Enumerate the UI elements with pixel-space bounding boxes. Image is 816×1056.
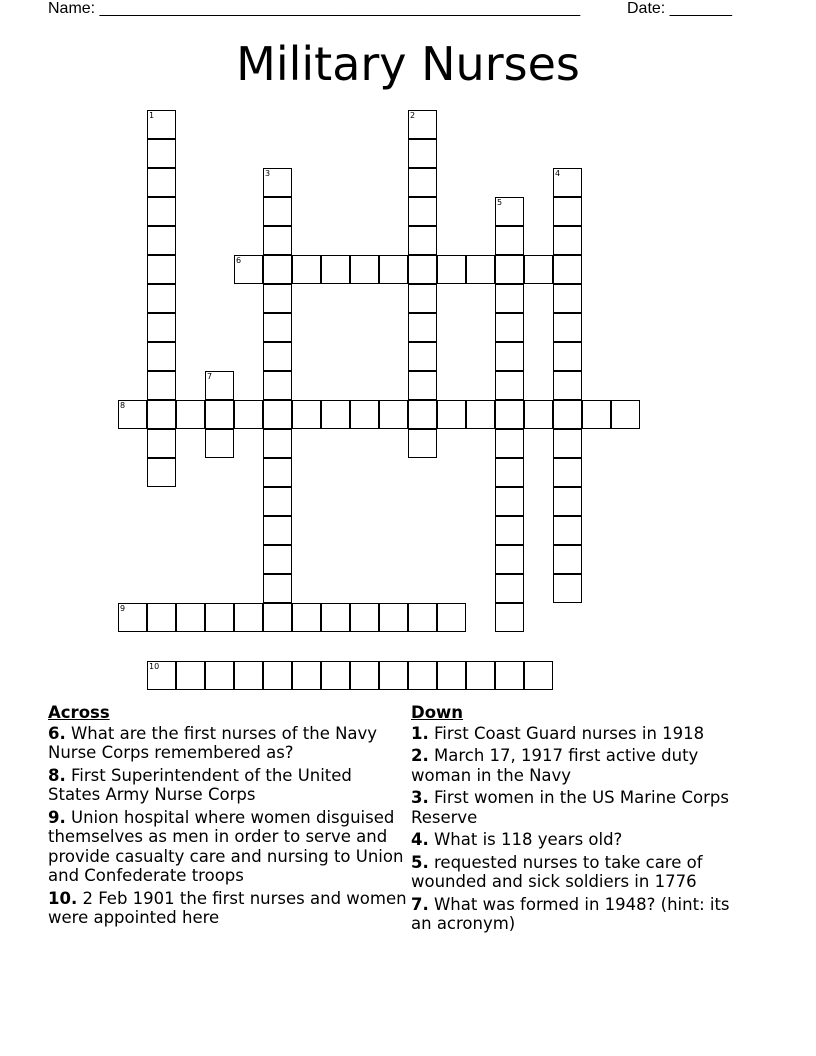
- clue-number: 7: [207, 372, 213, 381]
- grid-cell[interactable]: [263, 371, 292, 400]
- grid-cell[interactable]: [408, 342, 437, 371]
- date-field: Date: _______: [627, 0, 732, 17]
- down-clue: [411, 746, 741, 785]
- clue-number: 1.: [411, 723, 429, 743]
- grid-cell[interactable]: [466, 255, 495, 284]
- grid-cell[interactable]: [408, 400, 437, 429]
- grid-cell[interactable]: [263, 516, 292, 545]
- grid-cell[interactable]: [524, 661, 553, 690]
- grid-cell[interactable]: [263, 429, 292, 458]
- grid-cell[interactable]: [350, 603, 379, 632]
- grid-cell[interactable]: [205, 661, 234, 690]
- clue-text: What are the first nurses of the Navy Nurse Corps remembered as?: [48, 723, 378, 762]
- clue-number: 6: [236, 256, 242, 265]
- grid-cell[interactable]: [147, 168, 176, 197]
- grid-cell[interactable]: [147, 603, 176, 632]
- grid-cell[interactable]: [408, 284, 437, 313]
- grid-cell[interactable]: [321, 400, 350, 429]
- clue-number: 2.: [411, 746, 429, 765]
- puzzle-title: Military Nurses: [236, 37, 580, 91]
- grid-cell[interactable]: [379, 255, 408, 284]
- grid-cell[interactable]: [147, 313, 176, 342]
- across-clues: [48, 703, 408, 931]
- grid-cell[interactable]: [147, 458, 176, 487]
- grid-cell[interactable]: [408, 371, 437, 400]
- grid-cell[interactable]: [437, 400, 466, 429]
- grid-cell[interactable]: [147, 284, 176, 313]
- grid-cell[interactable]: [553, 516, 582, 545]
- grid-cell[interactable]: [234, 400, 263, 429]
- grid-cell[interactable]: [234, 603, 263, 632]
- grid-cell[interactable]: [495, 516, 524, 545]
- grid-cell[interactable]: [263, 574, 292, 603]
- grid-cell[interactable]: [379, 400, 408, 429]
- grid-cell[interactable]: [350, 661, 379, 690]
- grid-cell[interactable]: [553, 400, 582, 429]
- grid-cell[interactable]: [321, 255, 350, 284]
- grid-cell[interactable]: [553, 371, 582, 400]
- grid-cell[interactable]: [495, 342, 524, 371]
- grid-cell[interactable]: [263, 487, 292, 516]
- down-clue: [411, 788, 741, 827]
- grid-cell[interactable]: [147, 429, 176, 458]
- grid-cell[interactable]: [408, 168, 437, 197]
- grid-cell[interactable]: [437, 255, 466, 284]
- grid-cell[interactable]: [176, 661, 205, 690]
- clue-number: 5.: [411, 852, 429, 872]
- grid-cell[interactable]: [408, 661, 437, 690]
- grid-cell[interactable]: [495, 545, 524, 574]
- grid-cell[interactable]: [147, 139, 176, 168]
- grid-cell[interactable]: [292, 400, 321, 429]
- grid-cell[interactable]: [147, 255, 176, 284]
- grid-cell[interactable]: [176, 400, 205, 429]
- grid-cell[interactable]: [205, 603, 234, 632]
- grid-cell[interactable]: [553, 313, 582, 342]
- grid-cell[interactable]: [292, 661, 321, 690]
- grid-cell[interactable]: [553, 226, 582, 255]
- clue-text: 2 Feb 1901 the first nurses and women were appointed here: [48, 888, 407, 927]
- grid-cell[interactable]: [495, 371, 524, 400]
- grid-cell[interactable]: [524, 255, 553, 284]
- across-heading: Across: [48, 703, 110, 722]
- grid-cell[interactable]: [321, 603, 350, 632]
- grid-cell[interactable]: [263, 458, 292, 487]
- clue-number: 1: [149, 111, 155, 120]
- grid-cell[interactable]: [321, 661, 350, 690]
- down-clue: [411, 830, 741, 850]
- grid-cell[interactable]: [408, 226, 437, 255]
- grid-cell[interactable]: [408, 429, 437, 458]
- grid-cell[interactable]: [437, 661, 466, 690]
- grid-cell[interactable]: [147, 226, 176, 255]
- grid-cell[interactable]: [408, 603, 437, 632]
- grid-cell[interactable]: [263, 400, 292, 429]
- clue-number: 6.: [48, 723, 66, 743]
- grid-cell[interactable]: [263, 226, 292, 255]
- grid-cell[interactable]: [408, 139, 437, 168]
- grid-cell[interactable]: [553, 342, 582, 371]
- name-field: Name: ______________________________________________________: [48, 0, 581, 17]
- grid-cell[interactable]: [437, 603, 466, 632]
- grid-cell[interactable]: [553, 458, 582, 487]
- grid-cell[interactable]: [147, 371, 176, 400]
- grid-cell[interactable]: [495, 197, 524, 226]
- grid-cell[interactable]: [118, 603, 147, 632]
- grid-cell[interactable]: [263, 255, 292, 284]
- clue-number: 9.: [48, 807, 66, 827]
- grid-cell[interactable]: [495, 487, 524, 516]
- grid-cell[interactable]: [408, 255, 437, 284]
- grid-cell[interactable]: [147, 197, 176, 226]
- grid-cell[interactable]: [553, 197, 582, 226]
- clue-number: 10: [149, 662, 160, 671]
- grid-cell[interactable]: [495, 226, 524, 255]
- grid-cell[interactable]: [582, 400, 611, 429]
- clue-number: 9: [120, 604, 126, 613]
- across-clue: [48, 808, 408, 886]
- grid-cell[interactable]: [553, 487, 582, 516]
- grid-cell[interactable]: [350, 400, 379, 429]
- grid-cell[interactable]: [495, 255, 524, 284]
- grid-cell[interactable]: [553, 574, 582, 603]
- grid-cell[interactable]: [292, 603, 321, 632]
- grid-cell[interactable]: [176, 603, 205, 632]
- grid-cell[interactable]: [466, 661, 495, 690]
- grid-cell[interactable]: [263, 284, 292, 313]
- clue-text: First women in the US Marine Corps Reserve: [411, 788, 729, 827]
- grid-cell[interactable]: [553, 284, 582, 313]
- grid-cell[interactable]: [553, 168, 582, 197]
- grid-cell[interactable]: [147, 400, 176, 429]
- grid-cell[interactable]: [205, 371, 234, 400]
- grid-cell[interactable]: [408, 197, 437, 226]
- grid-cell[interactable]: [495, 284, 524, 313]
- clue-number: 5: [497, 198, 503, 207]
- down-heading: Down: [411, 703, 464, 722]
- grid-cell[interactable]: [263, 661, 292, 690]
- grid-cell[interactable]: [379, 661, 408, 690]
- grid-cell[interactable]: [611, 400, 640, 429]
- grid-cell[interactable]: [495, 400, 524, 429]
- grid-cell[interactable]: [118, 400, 147, 429]
- grid-cell[interactable]: [553, 429, 582, 458]
- clue-number: 10.: [48, 888, 78, 908]
- clue-text: requested nurses to take care of wounded and sick soldiers in 1776: [411, 852, 703, 891]
- grid-cell[interactable]: [495, 458, 524, 487]
- grid-cell[interactable]: [408, 110, 437, 139]
- grid-cell[interactable]: [234, 661, 263, 690]
- clue-text: March 17, 1917 first active duty woman in the Navy: [411, 746, 699, 785]
- grid-cell[interactable]: [495, 661, 524, 690]
- clue-number: 4.: [411, 830, 429, 849]
- down-clues: [411, 703, 741, 937]
- clue-number: 4: [555, 169, 561, 178]
- grid-cell[interactable]: [408, 313, 437, 342]
- across-clue: [48, 766, 408, 805]
- grid-cell[interactable]: [495, 574, 524, 603]
- grid-cell[interactable]: [234, 255, 263, 284]
- across-clue: [48, 724, 408, 763]
- grid-cell[interactable]: [350, 255, 379, 284]
- across-clue: [48, 889, 408, 928]
- grid-cell[interactable]: [147, 661, 176, 690]
- clue-number: 8: [120, 401, 126, 410]
- clue-text: What is 118 years old?: [428, 830, 623, 849]
- grid-cell[interactable]: [147, 342, 176, 371]
- grid-cell[interactable]: [495, 603, 524, 632]
- clue-text: First Superintendent of the United States Army Nurse Corps: [48, 765, 352, 804]
- grid-cell[interactable]: [292, 255, 321, 284]
- clue-text: What was formed in 1948? (hint: its an acronym): [411, 894, 730, 933]
- grid-cell[interactable]: [495, 429, 524, 458]
- grid-cell[interactable]: [263, 168, 292, 197]
- grid-cell[interactable]: [379, 603, 408, 632]
- grid-cell[interactable]: [466, 400, 495, 429]
- down-clue: [411, 724, 741, 744]
- grid-cell[interactable]: [263, 313, 292, 342]
- clue-number: 7.: [411, 894, 429, 914]
- grid-cell[interactable]: [524, 400, 553, 429]
- grid-cell[interactable]: [205, 429, 234, 458]
- clue-text: Union hospital where women disguised themselves as men in order to serve and provide casualty care and nursing to Union and Confederate troops: [48, 807, 404, 885]
- grid-cell[interactable]: [553, 255, 582, 284]
- down-clue: [411, 853, 741, 892]
- grid-cell[interactable]: [263, 197, 292, 226]
- clue-number: 3.: [411, 788, 429, 807]
- grid-cell[interactable]: [553, 545, 582, 574]
- down-clue: [411, 895, 741, 934]
- clue-text: First Coast Guard nurses in 1918: [428, 723, 705, 743]
- grid-cell[interactable]: [147, 110, 176, 139]
- grid-cell[interactable]: [263, 603, 292, 632]
- grid-cell[interactable]: [263, 545, 292, 574]
- clue-number: 2: [410, 111, 416, 120]
- clue-number: 8.: [48, 765, 66, 785]
- clue-number: 3: [265, 169, 271, 178]
- grid-cell[interactable]: [263, 342, 292, 371]
- grid-cell[interactable]: [205, 400, 234, 429]
- grid-cell[interactable]: [495, 313, 524, 342]
